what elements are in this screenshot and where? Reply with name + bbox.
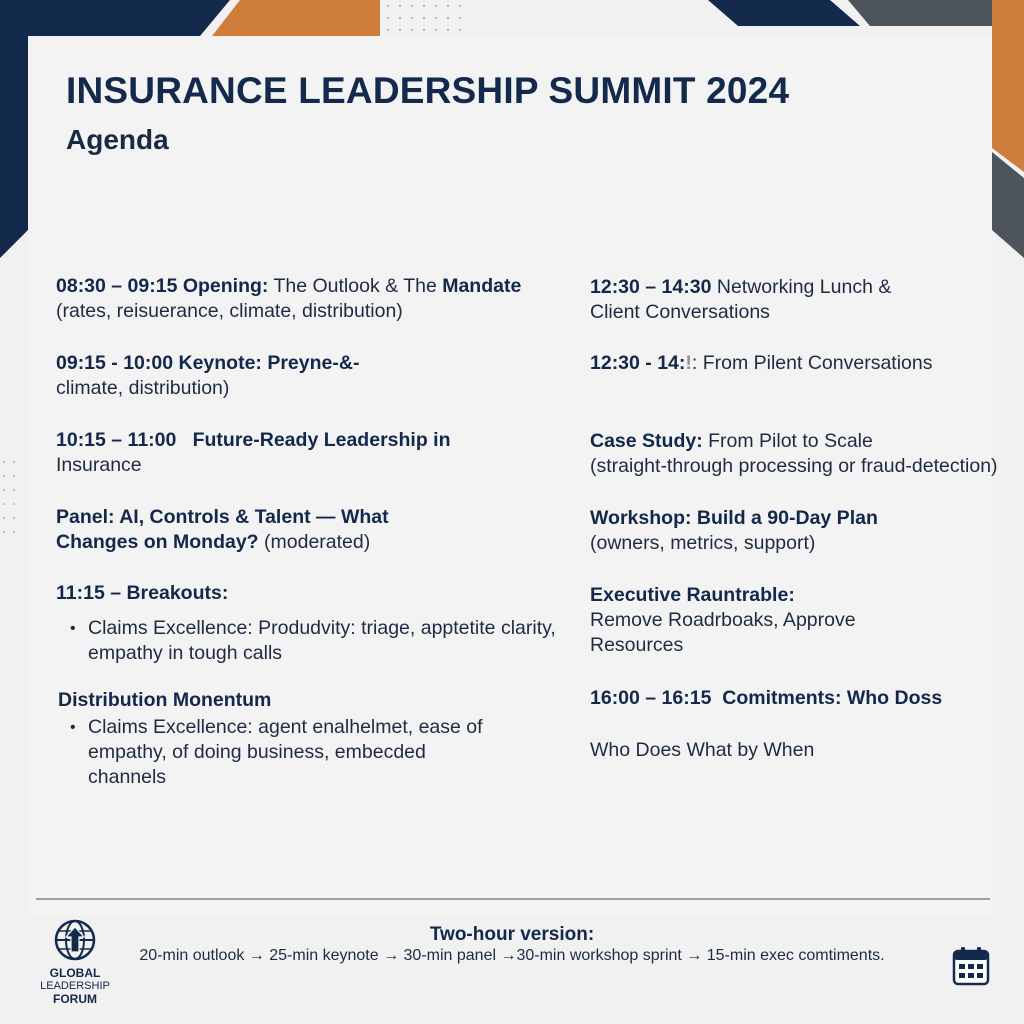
agenda-item-keynote xyxy=(56,351,536,401)
item-bold: Mandate xyxy=(442,275,522,297)
two-hour-summary: 20-min outlook → 25-min keynote → 30-min panel →30-min workshop sprint → 15-min exec comtiments. xyxy=(139,947,885,964)
logo-line-2: LEADERSHIP xyxy=(40,980,110,992)
item-detail: (moderated) xyxy=(258,531,371,553)
item-text: The Outlook & The xyxy=(268,275,443,297)
agenda-item-distribution xyxy=(58,688,538,713)
item-title: Executive Rauntrable: xyxy=(590,584,795,606)
item-heading: Distribution Monentum xyxy=(58,689,272,711)
item-time: 12:30 - 14: xyxy=(590,352,686,374)
bullet-line: Claims Excellence: Produdvity: triage, apptetite clarity, xyxy=(88,617,556,639)
bullet-line: channels xyxy=(88,766,167,788)
item-detail: (rates, reisuerance, climate, distribution) xyxy=(56,300,403,322)
item-title: 16:00 – 16:15 Comitments: Who Doss xyxy=(590,687,943,709)
dot-grid-left xyxy=(3,461,15,533)
item-detail: Remove Roadrboaks, Approve xyxy=(590,609,856,631)
logo-line-1: GLOBAL xyxy=(49,966,101,980)
right-orange-shape xyxy=(992,0,1024,172)
item-title: Panel: AI, Controls & Talent — What xyxy=(56,506,389,528)
agenda-item-future-ready xyxy=(56,428,536,478)
agenda-item-who-does-what xyxy=(590,738,1000,763)
item-detail: (straight-through processing or fraud-detection) xyxy=(590,455,998,477)
top-right-navy-shape xyxy=(708,0,860,26)
item-text: From Pilot to Scale xyxy=(702,430,873,452)
item-detail: Resources xyxy=(590,634,684,656)
item-time: 09:15 - 10:00 Keynote: Preyne-&- xyxy=(56,352,360,374)
top-orange-shape xyxy=(212,0,380,36)
bullet-line: Claims Excellence: agent enalhelmet, ease of xyxy=(88,716,483,738)
agenda-item-case-study xyxy=(590,429,1000,479)
item-time: 10:15 – 11:00 Future-Ready Leadership in xyxy=(56,429,451,451)
item-time: 08:30 – 09:15 Opening: xyxy=(56,275,269,297)
item-detail: (owners, metrics, support) xyxy=(590,532,816,554)
breakout-bullet-distribution xyxy=(68,715,558,790)
item-detail: Client Conversations xyxy=(590,301,770,323)
item-detail: climate, distribution) xyxy=(56,377,230,399)
agenda-item-breakouts xyxy=(56,581,536,606)
calendar-icon xyxy=(952,946,990,986)
agenda-item-panel xyxy=(56,505,536,555)
item-garble: ! xyxy=(685,352,692,374)
two-hour-title: Two-hour version: xyxy=(429,924,595,945)
agenda-item-roundtable xyxy=(590,583,1000,658)
bullet-line: empathy, of doing business, embecded xyxy=(88,741,426,763)
breakout-bullet-claims xyxy=(68,616,558,666)
item-text: Who Does What by When xyxy=(590,739,815,761)
item-title: Workshop: Build a 90-Day Plan xyxy=(590,507,878,529)
agenda-item-workshop xyxy=(590,506,1000,556)
agenda-item-opening xyxy=(56,274,536,324)
bullet-line: empathy in tough calls xyxy=(88,642,283,664)
page-subtitle: Agenda xyxy=(66,124,169,155)
footer-divider xyxy=(36,898,990,900)
item-title-cont: Changes on Monday? xyxy=(56,531,259,553)
item-text: Networking Lunch & xyxy=(711,276,892,298)
page-title: INSURANCE LEADERSHIP SUMMIT 2024 xyxy=(66,70,790,111)
item-time: 12:30 – 14:30 xyxy=(590,276,712,298)
logo-line-3: FORUM xyxy=(53,992,97,1006)
item-time: 11:15 – Breakouts: xyxy=(56,582,229,604)
agenda-item-pilent xyxy=(590,351,1000,376)
item-text: : From Pilent Conversations xyxy=(691,352,933,374)
item-detail: Insurance xyxy=(56,454,142,476)
agenda-item-lunch xyxy=(590,275,1000,325)
item-title: Case Study: xyxy=(590,430,703,452)
agenda-item-commitments xyxy=(590,686,1000,711)
top-right-slate-shape xyxy=(848,0,992,26)
